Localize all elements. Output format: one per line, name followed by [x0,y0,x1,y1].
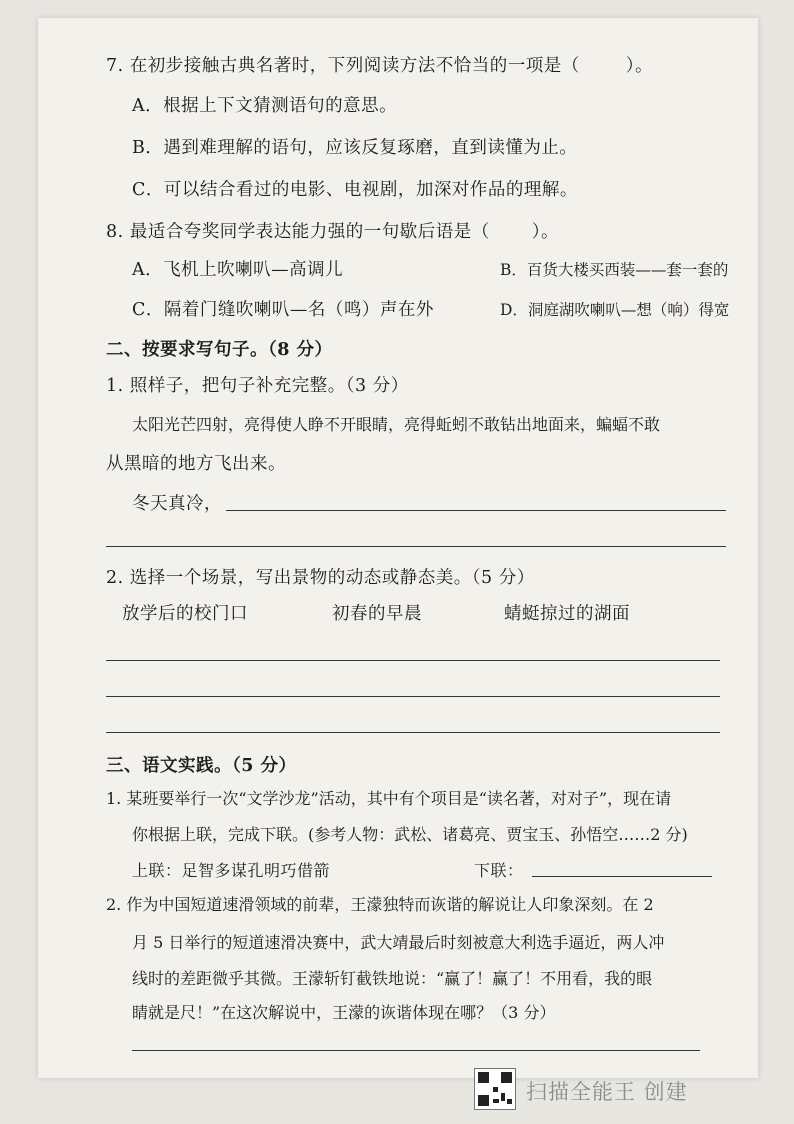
s2-q1-example-line2: 从黑暗的地方飞出来。 [106,454,286,474]
s3-q1-lower-label: 下联： [474,861,524,880]
s2-q2-answer-line-3[interactable] [106,732,720,733]
s2-q1-prompt: 冬天真冷， [132,494,222,514]
s2-q1-answer-line-1[interactable] [226,510,726,511]
q8-stem: 8. 最适合夸奖同学表达能力强的一句歇后语是（ ）。 [106,222,560,242]
s3-q2-line2: 月 5 日举行的短道速滑决赛中，武大靖最后时刻被意大利选手逼近，两人冲 [132,933,665,952]
q7-option-c: C．可以结合看过的电影、电视剧，加深对作品的理解。 [132,180,578,200]
s2-q1-example-line1: 太阳光芒四射，亮得使人睁不开眼睛，亮得蚯蚓不敢钻出地面来，蝙蝠不敢 [132,415,661,434]
s3-q2-line3: 线时的差距微乎其微。王濛斩钉截铁地说：“赢了！赢了！不用看，我的眼 [132,969,653,988]
q8-option-d: D．洞庭湖吹喇叭—想（响）得宽 [500,301,730,319]
s3-q1-line2: 你根据上联，完成下联。(参考人物：武松、诸葛亮、贾宝玉、孙悟空……2 分) [132,825,688,844]
q7-option-b: B．遇到难理解的语句，应该反复琢磨，直到读懂为止。 [132,138,578,158]
s2-q2-scene-1: 放学后的校门口 [122,604,248,624]
section2-heading: 二、按要求写句子。（8 分） [106,340,333,360]
qr-code-icon [474,1068,516,1110]
q7-option-a: A．根据上下文猜测语句的意思。 [132,96,398,116]
s2-q2-scene-3: 蜻蜓掠过的湖面 [504,604,630,624]
s3-q1-line1: 1. 某班要举行一次“文学沙龙”活动，其中有个项目是“读名著，对对子”，现在请 [106,789,672,808]
section3-heading: 三、语文实践。（5 分） [106,756,297,776]
s2-q2-answer-line-1[interactable] [106,660,720,661]
s2-q2-title: 2. 选择一个场景，写出景物的动态或静态美。（5 分） [106,568,535,588]
s3-q2-answer-line[interactable] [132,1050,700,1051]
q7-stem: 7. 在初步接触古典名著时，下列阅读方法不恰当的一项是（ ）。 [106,56,654,76]
s3-q2-line4: 睛就是尺！”在这次解说中，王濛的诙谐体现在哪？（3 分） [132,1003,556,1022]
s2-q2-scene-2: 初春的早晨 [332,604,422,624]
s2-q1-title: 1. 照样子，把句子补充完整。（3 分） [106,376,409,396]
s2-q1-answer-line-2[interactable] [106,546,726,547]
q8-option-a: A．飞机上吹喇叭—高调儿 [132,260,344,280]
s3-q1-upper: 上联：足智多谋孔明巧借箭 [132,861,331,880]
q8-option-b: B．百货大楼买西装——套一套的 [500,261,729,279]
s2-q2-answer-line-2[interactable] [106,696,720,697]
scanner-watermark [474,1068,734,1108]
s3-q2-line1: 2. 作为中国短道速滑领域的前辈，王濛独特而诙谐的解说让人印象深刻。在 2 [106,895,654,914]
s3-q1-answer-line[interactable] [532,876,712,877]
q8-option-c: C．隔着门缝吹喇叭—名（鸣）声在外 [132,300,434,320]
watermark-text: 扫描全能王 创建 [526,1080,688,1104]
